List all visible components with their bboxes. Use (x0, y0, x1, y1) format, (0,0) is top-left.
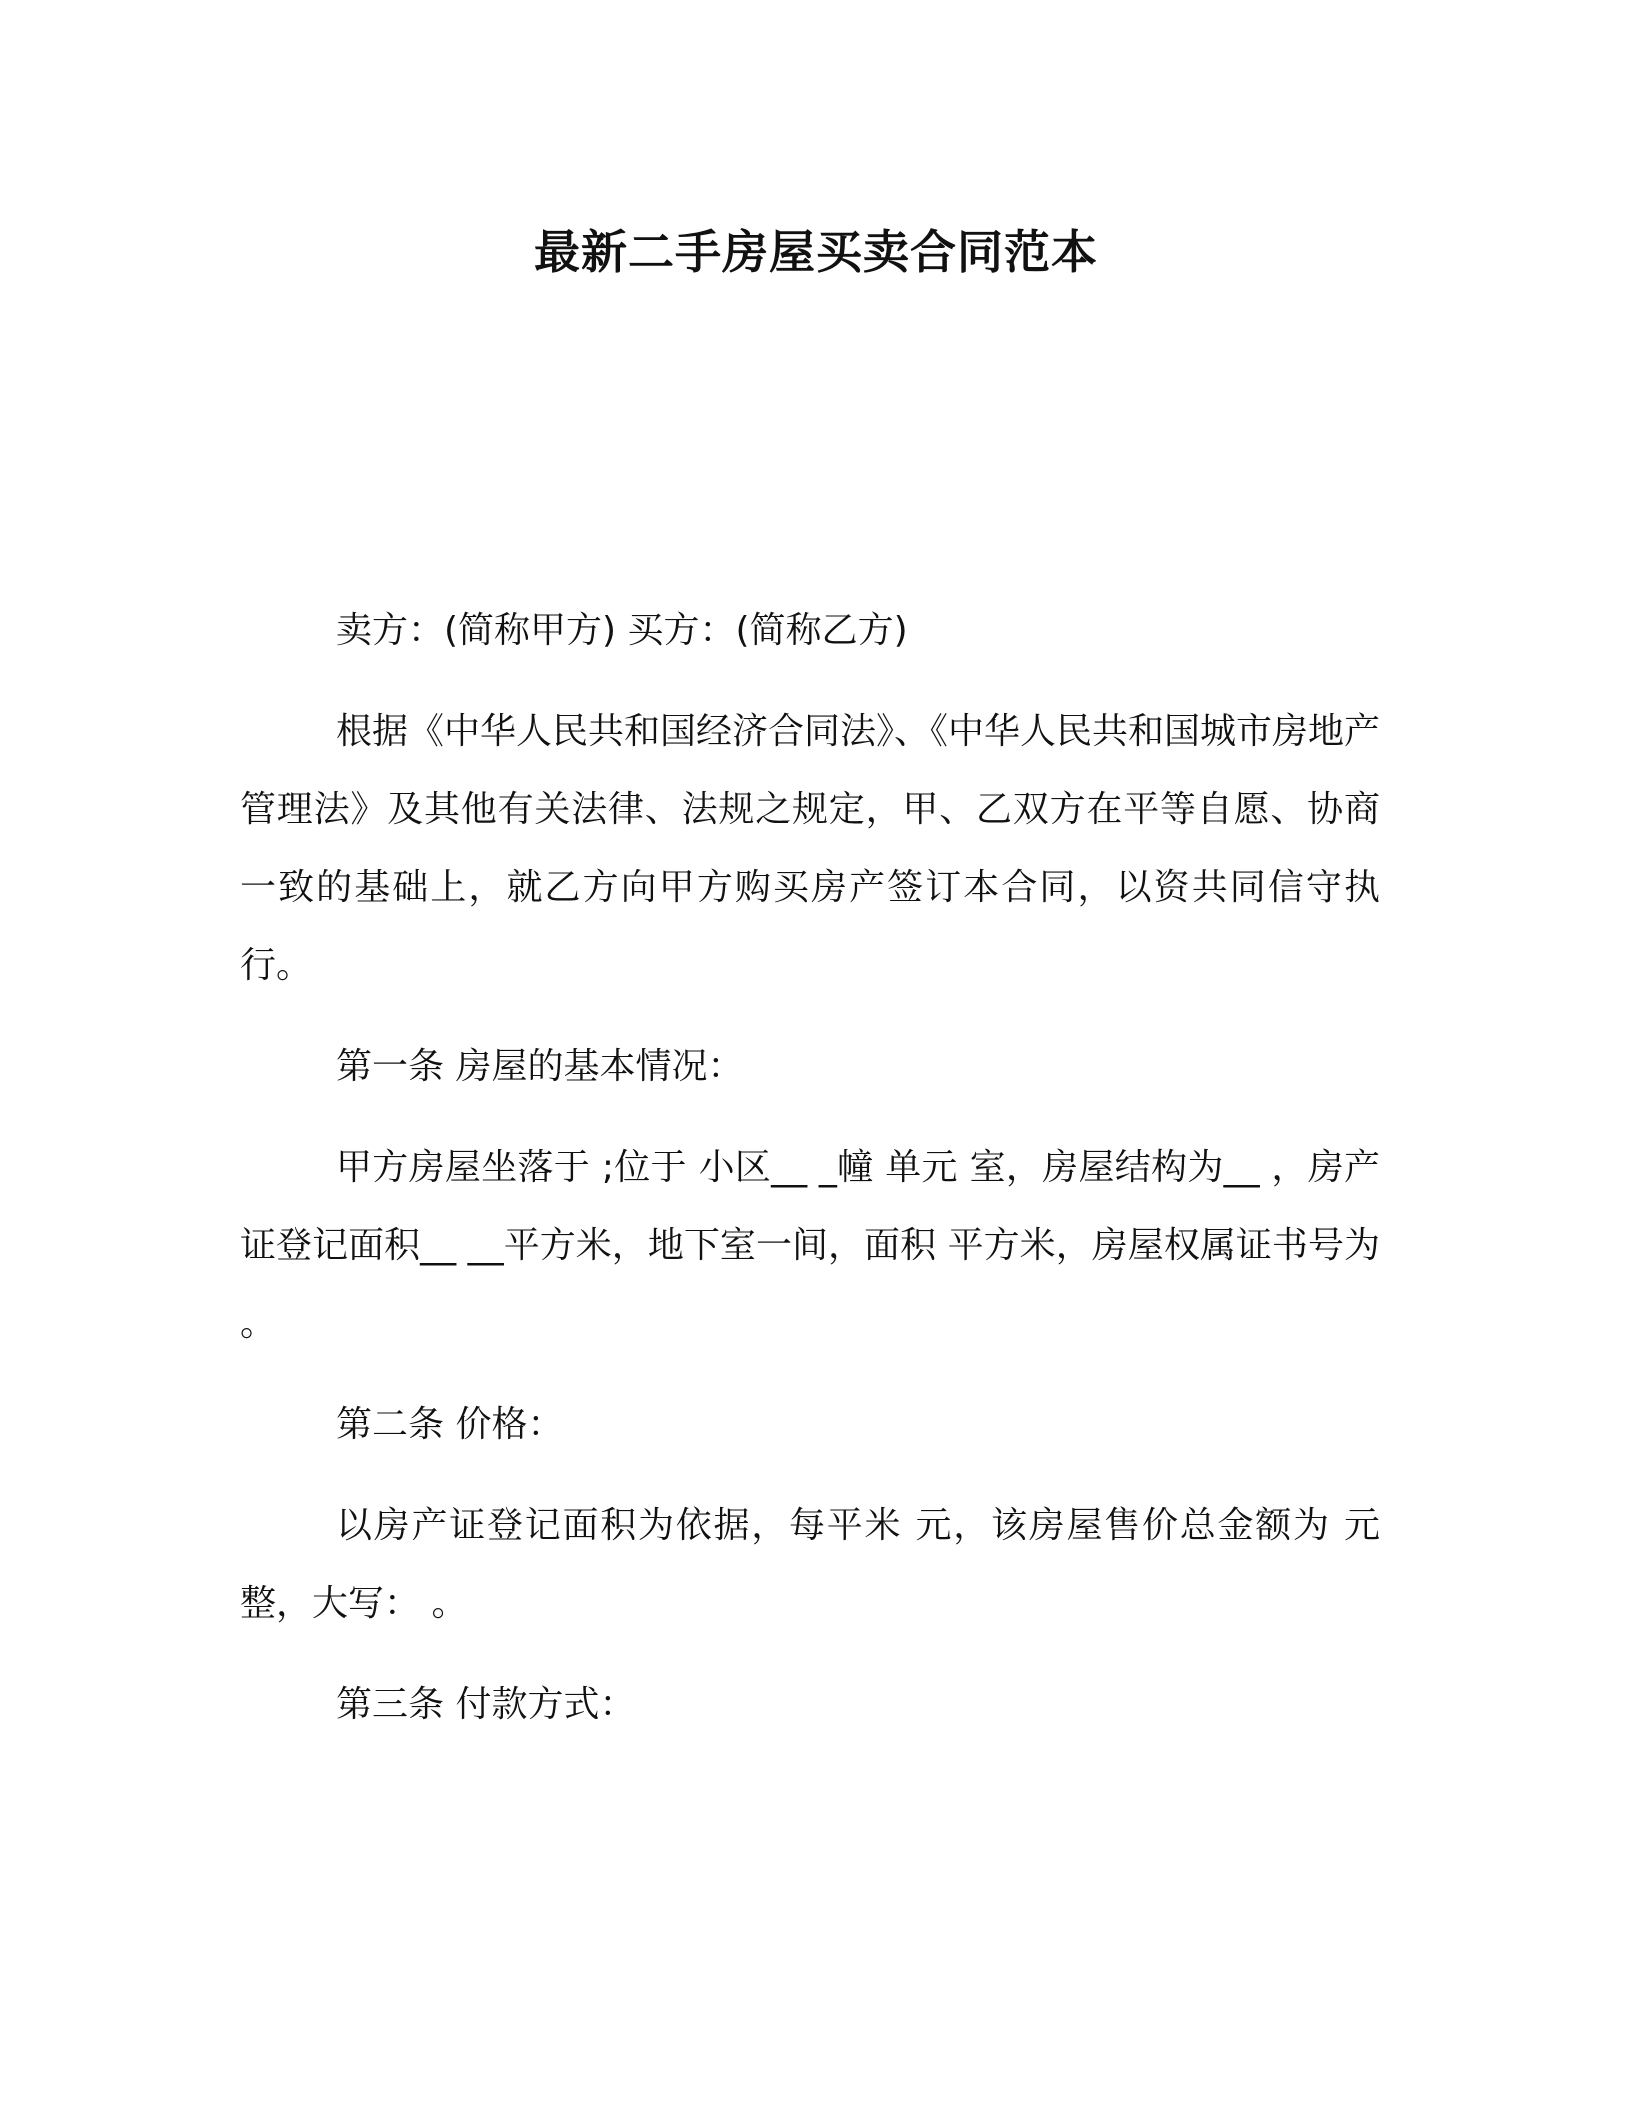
preamble-paragraph: 根据《中华人民共和国经济合同法》、《中华人民共和国城市房地产管理法》及其他有关法律、法规之规定，甲、乙双方在平等自愿、协商一致的基础上，就乙方向甲方购买房产签订本合同，以资共同信守执行。 (240, 711, 1381, 986)
document-body (240, 592, 1380, 1767)
article-2-content: 以房产证登记面积为依据，每平米 元，该房屋售价总金额为 元整，大写： 。 (240, 1505, 1380, 1624)
parties-paragraph: 卖方：(简称甲方) 买方：(简称乙方) (336, 610, 908, 651)
article-3-heading: 第三条 付款方式： (336, 1684, 636, 1725)
document-title: 最新二手房屋买卖合同范本 (534, 225, 1098, 279)
article-1-heading: 第一条 房屋的基本情况： (336, 1046, 744, 1087)
article-1-content: 甲方房屋坐落于 ;位于 小区__ _幢 单元 室，房屋结构为__ ，房产证登记面积__ __平方米，地下室一间，面积 平方米，房屋权属证书号为 。 (240, 1147, 1380, 1344)
article-2-heading: 第二条 价格： (336, 1404, 564, 1445)
